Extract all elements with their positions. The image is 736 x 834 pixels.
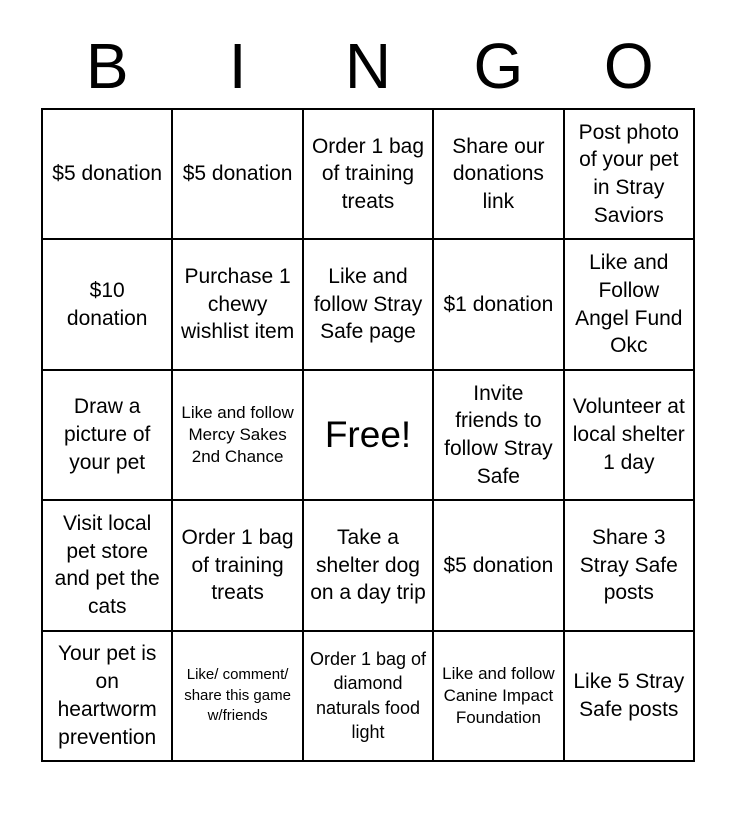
bingo-cell-r1c4[interactable]: Share our donations link	[433, 109, 563, 239]
bingo-cell-r2c1[interactable]: $10 donation	[42, 239, 172, 369]
bingo-cell-r2c5[interactable]: Like and Follow Angel Fund Okc	[564, 239, 694, 369]
bingo-cell-r1c1[interactable]: $5 donation	[42, 109, 172, 239]
bingo-cell-r4c3[interactable]: Take a shelter dog on a day trip	[303, 500, 433, 630]
bingo-cell-r5c5[interactable]: Like 5 Stray Safe posts	[564, 631, 694, 761]
bingo-cell-r3c2[interactable]: Like and follow Mercy Sakes 2nd Chance	[172, 370, 302, 500]
bingo-cell-r5c1[interactable]: Your pet is on heartworm prevention	[42, 631, 172, 761]
bingo-cell-r4c1[interactable]: Visit local pet store and pet the cats	[42, 500, 172, 630]
bingo-cell-r3c1[interactable]: Draw a picture of your pet	[42, 370, 172, 500]
bingo-grid	[41, 108, 695, 762]
bingo-cell-r3c5[interactable]: Volunteer at local shelter 1 day	[564, 370, 694, 500]
title-letter-g: G	[473, 30, 524, 102]
bingo-cell-r4c4[interactable]: $5 donation	[433, 500, 563, 630]
bingo-cell-r2c3[interactable]: Like and follow Stray Safe page	[303, 239, 433, 369]
title-letter-i: I	[228, 30, 247, 102]
title-letter-n: N	[344, 30, 392, 102]
title-letter-b: B	[85, 30, 129, 102]
bingo-cell-r3c4[interactable]: Invite friends to follow Stray Safe	[433, 370, 563, 500]
bingo-cell-r5c3[interactable]: Order 1 bag of diamond naturals food light	[303, 631, 433, 761]
bingo-cell-r1c3[interactable]: Order 1 bag of training treats	[303, 109, 433, 239]
bingo-cell-r5c4[interactable]: Like and follow Canine Impact Foundation	[433, 631, 563, 761]
bingo-cell-r2c4[interactable]: $1 donation	[433, 239, 563, 369]
bingo-card-page	[0, 30, 736, 834]
bingo-title	[42, 30, 694, 102]
bingo-cell-r4c2[interactable]: Order 1 bag of training treats	[172, 500, 302, 630]
bingo-cell-r1c2[interactable]: $5 donation	[172, 109, 302, 239]
bingo-cell-free-space[interactable]: Free!	[303, 370, 433, 500]
bingo-cell-r1c5[interactable]: Post photo of your pet in Stray Saviors	[564, 109, 694, 239]
bingo-cell-r2c2[interactable]: Purchase 1 chewy wishlist item	[172, 239, 302, 369]
bingo-cell-r4c5[interactable]: Share 3 Stray Safe posts	[564, 500, 694, 630]
bingo-cell-r5c2[interactable]: Like/ comment/ share this game w/friends	[172, 631, 302, 761]
title-letter-o: O	[603, 30, 654, 102]
